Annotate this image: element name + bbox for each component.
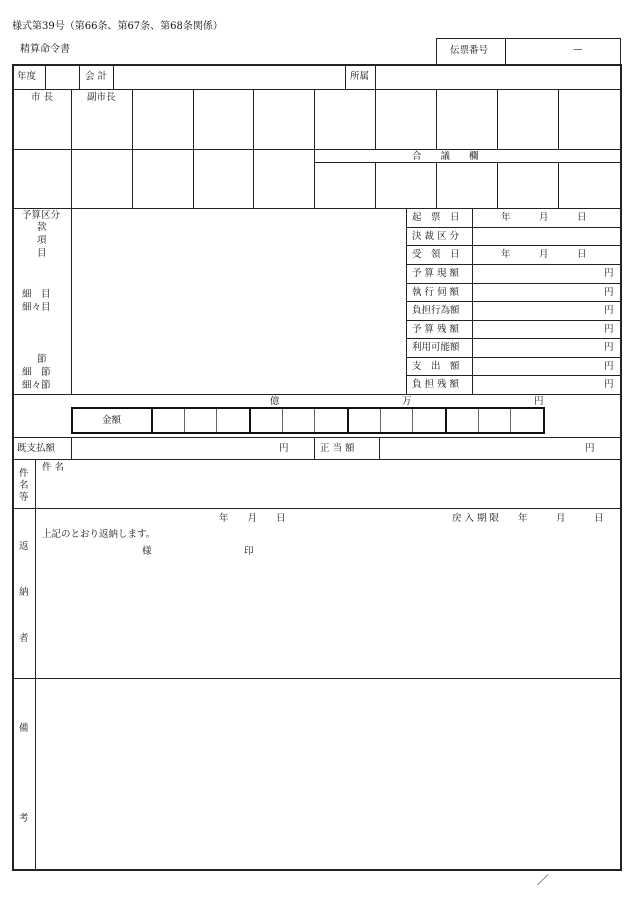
return-sama: 様 (142, 546, 152, 557)
department-field[interactable] (376, 65, 620, 89)
remarks-side-2: 考 (19, 813, 29, 824)
form-title: 精算命令書 (20, 44, 70, 55)
available-amount-label: 利用可能額 (412, 342, 460, 353)
mayor-label: 市 長 (31, 92, 54, 103)
slip-number-value[interactable]: — (573, 44, 583, 55)
form-number: 様式第39号（第66条、第67条、第68条関係） (12, 21, 223, 32)
subject-side-label: 件名等 (19, 468, 29, 503)
remarks-side-1: 備 (19, 723, 29, 734)
kan-label: 款 (37, 222, 47, 233)
commitment-remaining-label: 負 担 残 額 (412, 379, 460, 390)
account-field[interactable] (114, 65, 345, 89)
budget-remaining-yen[interactable]: 円 (604, 324, 614, 335)
return-statement: 上記のとおり返納します。 (42, 529, 156, 540)
subject-label: 件 名 (42, 462, 65, 473)
deputy-mayor-label: 副市長 (87, 92, 116, 103)
saisetsu-label: 細 節 (22, 367, 51, 378)
commitment-remaining-yen[interactable]: 円 (604, 379, 614, 390)
en-unit: 円 (534, 396, 544, 407)
draft-date-value[interactable]: 年 月 日 (501, 212, 587, 223)
frame-right (620, 64, 622, 871)
account-label: 会 計 (85, 71, 108, 82)
subject-field[interactable] (36, 475, 620, 507)
return-side-2: 納 (19, 587, 29, 598)
receipt-date-value[interactable]: 年 月 日 (501, 249, 587, 260)
amount-label: 金額 (102, 415, 122, 426)
return-side-3: 者 (19, 633, 29, 644)
saisaisetsu-label: 細々節 (22, 380, 51, 391)
year-label: 年度 (17, 71, 37, 82)
approval-class-label: 決 裁 区 分 (412, 231, 460, 242)
commitment-amount-label: 負担行為額 (412, 305, 460, 316)
return-side-1: 返 (19, 541, 29, 552)
expenditure-yen[interactable]: 円 (604, 361, 614, 372)
receipt-date-label: 受 領 日 (412, 249, 460, 260)
department-label: 所属 (350, 71, 370, 82)
saisaimoku-label: 細々目 (22, 302, 51, 313)
budget-current-label: 予 算 現 額 (412, 268, 460, 279)
frame-bottom (12, 869, 622, 871)
commitment-amount-yen[interactable]: 円 (604, 305, 614, 316)
expenditure-label: 支 出 額 (412, 361, 460, 372)
man-unit: 万 (402, 396, 412, 407)
footer-mark: ／ (537, 873, 550, 887)
draft-date-label: 起 票 日 (412, 212, 460, 223)
budget-category-label: 予算区分 (22, 210, 61, 221)
return-seal: 印 (244, 546, 254, 557)
proper-amount-yen[interactable]: 円 (585, 443, 595, 454)
council-label: 合 議 欄 (412, 151, 479, 162)
paid-amount-yen[interactable]: 円 (279, 443, 289, 454)
moku-label: 目 (37, 248, 47, 259)
return-deadline[interactable]: 戻 入 期 限 年 月 日 (452, 513, 604, 524)
oku-unit: 億 (270, 396, 280, 407)
kou-label: 項 (37, 235, 47, 246)
year-field[interactable] (46, 65, 79, 89)
saimoku-label: 細 目 (22, 289, 51, 300)
setsu-label: 節 (37, 354, 47, 365)
budget-current-yen[interactable]: 円 (604, 268, 614, 279)
proper-amount-label: 正 当 額 (320, 443, 355, 454)
slip-number-label: 伝票番号 (450, 45, 489, 56)
execution-request-yen[interactable]: 円 (604, 287, 614, 298)
remarks-field[interactable] (36, 679, 620, 869)
budget-remaining-label: 予 算 残 額 (412, 324, 460, 335)
frame-left (12, 64, 14, 871)
paid-amount-label: 既支払額 (17, 443, 56, 454)
budget-detail-field[interactable] (72, 209, 406, 394)
execution-request-label: 執 行 伺 額 (412, 287, 460, 298)
return-date[interactable]: 年 月 日 (219, 513, 286, 524)
available-amount-yen[interactable]: 円 (604, 342, 614, 353)
